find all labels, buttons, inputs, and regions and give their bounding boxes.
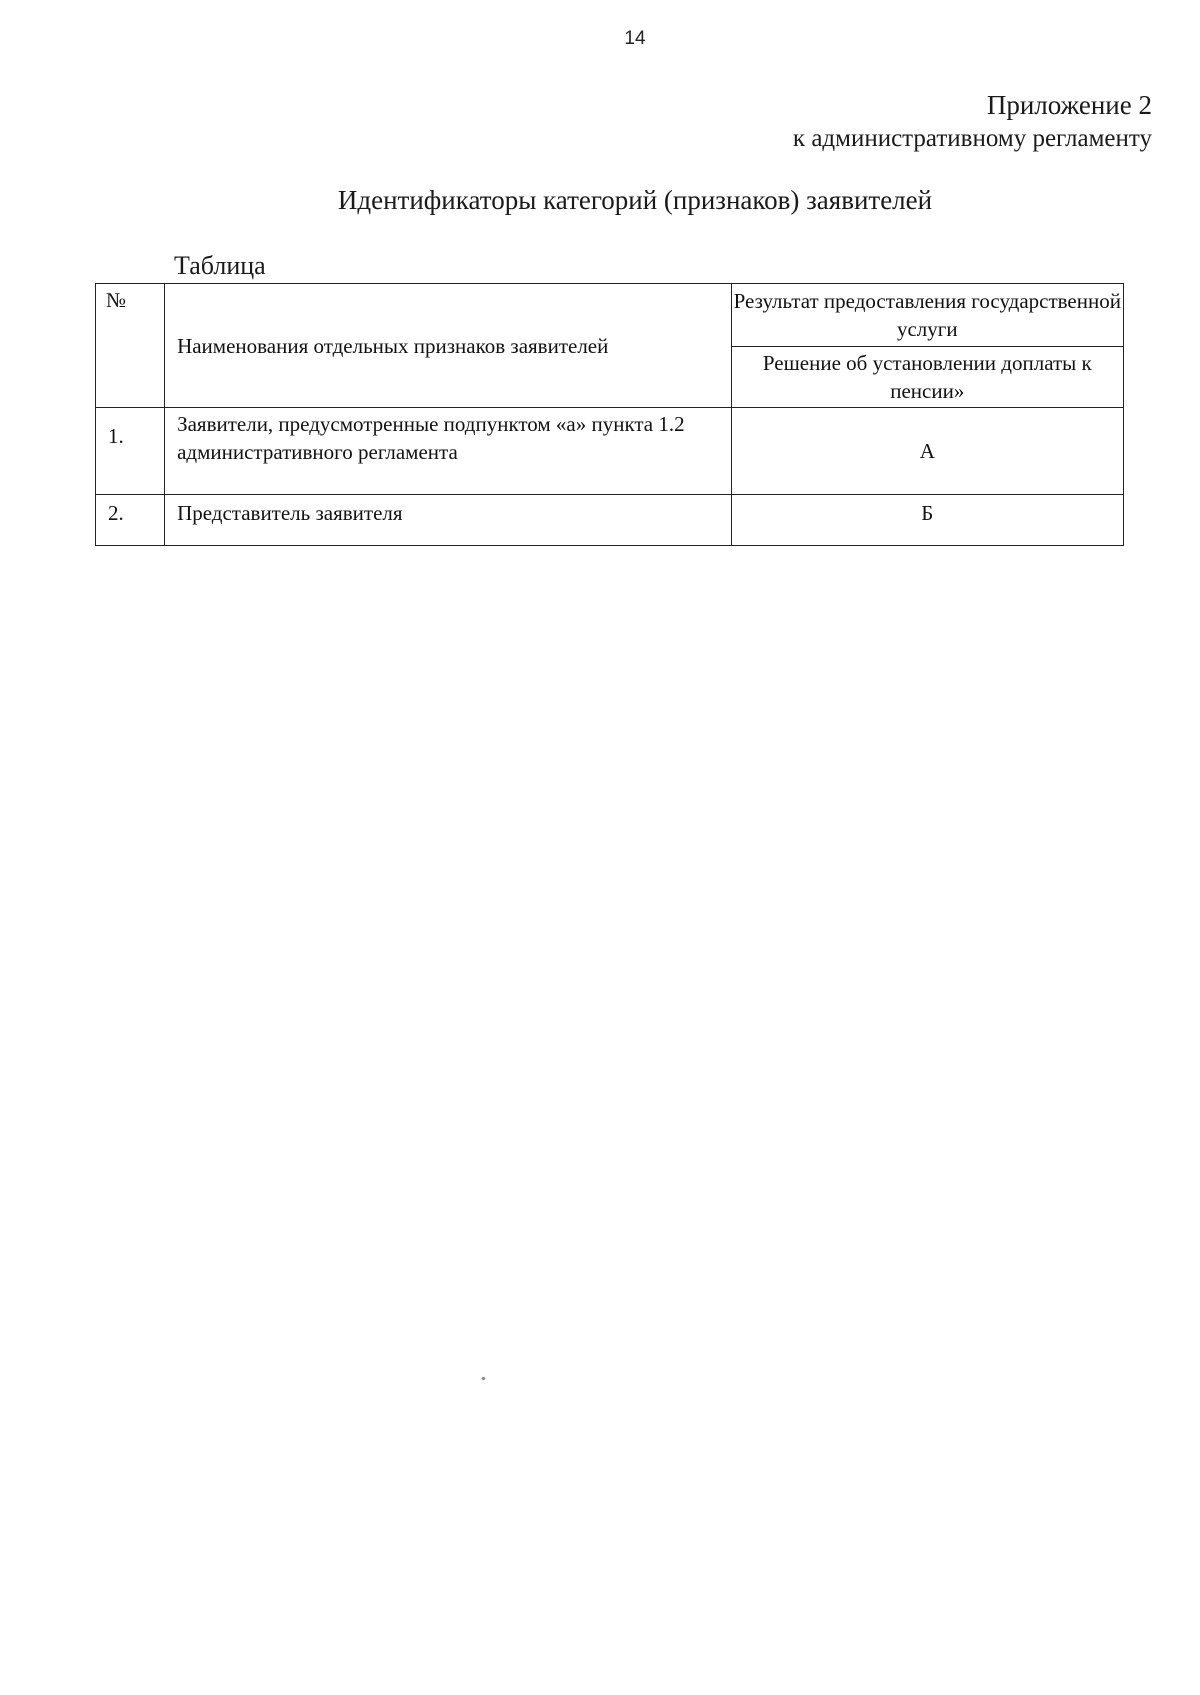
row-value: А	[731, 408, 1123, 495]
document-title: Идентификаторы категорий (признаков) заявителей	[337, 185, 933, 215]
appendix-subtitle: к административному регламенту	[792, 125, 1152, 152]
header-result-subheader: Решение об установлении доплаты к пенсии»	[731, 346, 1123, 408]
table-header-row	[96, 284, 1124, 347]
row-number: 2.	[96, 495, 165, 546]
page-number: 14	[624, 28, 646, 49]
row-name: Заявители, предусмотренные подпунктом «а» пункта 1.2 административного регламента	[165, 408, 732, 495]
table-row	[96, 495, 1124, 546]
appendix-header	[793, 88, 1152, 156]
identifiers-table	[95, 283, 1124, 546]
appendix-title: Приложение 2	[986, 90, 1152, 120]
row-value: Б	[731, 495, 1123, 546]
header-number: №	[96, 284, 165, 408]
row-number: 1.	[96, 408, 165, 495]
table-row	[96, 408, 1124, 495]
row-name: Представитель заявителя	[165, 495, 732, 546]
table-label: Таблица	[174, 251, 266, 280]
header-name: Наименования отдельных признаков заявителей	[165, 284, 732, 408]
header-result-group: Результат предоставления государственной услуги	[731, 284, 1123, 347]
scan-speck	[481, 1376, 485, 1380]
